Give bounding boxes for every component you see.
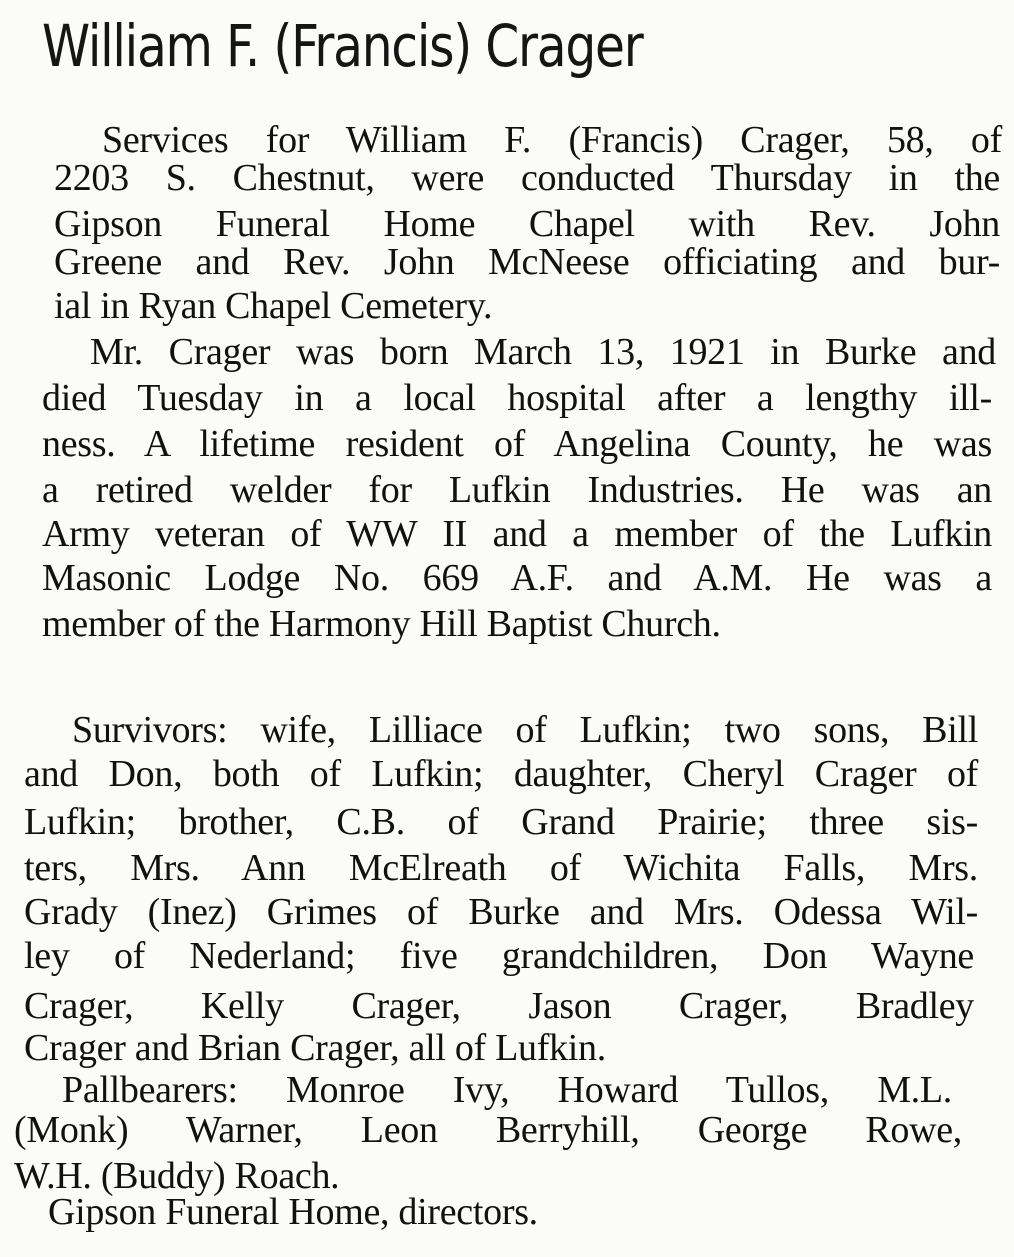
text-line: ial in Ryan Chapel Cemetery. (54, 285, 493, 327)
text-line: Army veteran of WW II and a member of the Lufkin (42, 513, 992, 555)
text-line: and Don, both of Lufkin; daughter, Cheryl Crager of (24, 753, 978, 795)
text-line: ness. A lifetime resident of Angelina County, he was (42, 423, 992, 465)
text-line: Lufkin; brother, C.B. of Grand Prairie; three sis- (24, 801, 978, 843)
text-line: Pallbearers: Monroe Ivy, Howard Tullos, M.L. (62, 1069, 952, 1111)
text-line: W.H. (Buddy) Roach. (14, 1155, 340, 1197)
text-line: member of the Harmony Hill Baptist Church. (42, 603, 721, 645)
text-line: (Monk) Warner, Leon Berryhill, George Rowe, (14, 1109, 962, 1151)
text-line: ters, Mrs. Ann McElreath of Wichita Falls, Mrs. (24, 847, 978, 889)
obituary-headline: William F. (Francis) Crager (42, 12, 643, 80)
text-line: 2203 S. Chestnut, were conducted Thursday in the (54, 157, 1000, 199)
text-line: died Tuesday in a local hospital after a lengthy ill- (42, 377, 992, 419)
text-line: Crager, Kelly Crager, Jason Crager, Bradley (24, 985, 974, 1027)
text-line: Greene and Rev. John McNeese officiating and bur- (54, 241, 1000, 283)
text-line: Services for William F. (Francis) Crager, 58, of (102, 119, 1002, 161)
text-line: Masonic Lodge No. 669 A.F. and A.M. He was a (42, 557, 992, 599)
text-line: Mr. Crager was born March 13, 1921 in Burke and (90, 331, 996, 373)
text-line: Survivors: wife, Lilliace of Lufkin; two sons, Bill (72, 709, 978, 751)
text-line: a retired welder for Lufkin Industries. He was an (42, 469, 992, 511)
text-line: Crager and Brian Crager, all of Lufkin. (24, 1027, 606, 1069)
text-line: Gipson Funeral Home Chapel with Rev. John (54, 203, 1000, 245)
text-line: Grady (Inez) Grimes of Burke and Mrs. Odessa Wil- (24, 891, 978, 933)
text-line: Gipson Funeral Home, directors. (48, 1191, 538, 1233)
text-line: ley of Nederland; five grandchildren, Don Wayne (24, 935, 974, 977)
